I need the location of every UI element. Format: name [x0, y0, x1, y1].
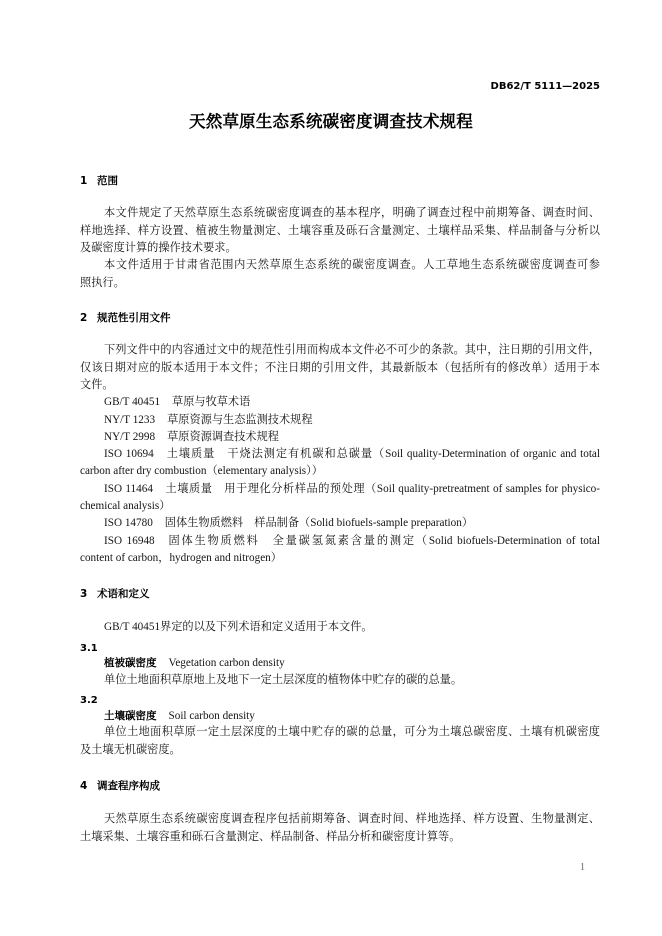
reference-item [104, 429, 600, 446]
term-number: 3.1 [80, 642, 98, 654]
reference-code: ISO 10694 [104, 448, 154, 461]
section-heading-normative-references [80, 311, 171, 326]
paragraph-line: 本文件适用于甘肃省范围内天然草原生态系统的碳密度调查。人工草地生态系统碳密度调查可参 [104, 259, 600, 272]
paragraph-line: 仅该日期对应的版本适用于本文件；不注日期的引用文件，其最新版本（包括所有的修改单）适用于本 [80, 361, 600, 374]
paragraph-line: 样地选择、样方设置、植被生物量测定、土壤容重及砾石含量测定、土壤样品采集、样品制备与分析以 [80, 224, 600, 237]
reference-title: 草原资源调查技术规程 [167, 430, 279, 443]
reference-title: 土壤质量 用于理化分析样品的预处理（Soil quality-pretreatment of samples for physico- [164, 482, 600, 495]
reference-code: NY/T 2998 [104, 430, 156, 443]
term-chinese: 植被碳密度 [104, 656, 157, 669]
reference-title-continued: content of carbon，hydrogen and nitrogen） [80, 551, 282, 564]
section-heading-survey-procedure [80, 779, 160, 794]
paragraph-line: 单位土地面积草原一定土层深度的土壤中贮存的碳的总量，可分为土壤总碳密度、土壤有机碳密度 [104, 726, 600, 739]
reference-code: ISO 11464 [104, 482, 153, 495]
term-title [104, 655, 285, 672]
section-number: 3 [80, 587, 88, 600]
reference-item [104, 481, 600, 498]
reference-code: NY/T 1233 [104, 413, 156, 426]
paragraph-line: 土壤采集、土壤容重和砾石含量测定、样品制备、样品分析和碳密度计算等。 [80, 830, 461, 843]
section-heading-terms-definitions [80, 587, 150, 602]
section-number: 4 [80, 779, 88, 792]
section-title: 调查程序构成 [97, 779, 160, 792]
reference-title: 土壤质量 干烧法测定有机碳和总碳量（Soil quality-Determination of organic and total [165, 448, 600, 461]
section-title: 术语和定义 [97, 587, 150, 600]
reference-item [104, 412, 600, 429]
paragraph-line: 下列文件中的内容通过文中的规范性引用而构成本文件必不可少的条款。其中，注日期的引用文件， [104, 344, 600, 357]
term-number: 3.2 [80, 694, 98, 706]
reference-title: 固体生物质燃料 样品制备（Solid biofuels-sample preparation） [164, 517, 474, 530]
term-english: Soil carbon density [168, 709, 255, 722]
paragraph-line: 天然草原生态系统碳密度调查程序包括前期筹备、调查时间、样地选择、样方设置、生物量测定、 [104, 813, 600, 826]
paragraph-line: 本文件规定了天然草原生态系统碳密度调查的基本程序，明确了调查过程中前期筹备、调查时间、 [104, 207, 600, 220]
normative-references-text [80, 342, 600, 567]
paragraph-line: 文件。 [80, 378, 114, 391]
survey-procedure-text [80, 811, 600, 846]
reference-code: ISO 16948 [104, 534, 155, 547]
section-number: 2 [80, 311, 88, 324]
scope-text [80, 205, 600, 291]
reference-code: GB/T 40451 [104, 396, 161, 409]
section-title: 规范性引用文件 [97, 311, 171, 324]
paragraph-line: 单位土地面积草原地上及地下一定土层深度的植物体中贮存的碳的总量。 [104, 674, 463, 687]
section-title: 范围 [97, 174, 118, 187]
document-title: 天然草原生态系统碳密度调查技术规程 [189, 112, 473, 131]
reference-item [104, 533, 600, 550]
reference-title: 固体生物质燃料 全量碳氢氮素含量的测定（Solid biofuels-Determination of total [166, 534, 601, 547]
reference-title-continued: carbon after dry combustion（elementary analysis）） [80, 465, 323, 478]
section-number: 1 [80, 174, 88, 187]
paragraph-line: 及土壤无机碳密度。 [80, 743, 181, 756]
reference-title: 草原资源与生态监测技术规程 [167, 413, 313, 426]
paragraph-line: 及碳密度计算的操作技术要求。 [80, 241, 237, 254]
paragraph-line: GB/T 40451界定的以及下列术语和定义适用于本文件。 [104, 621, 373, 634]
term-english: Vegetation carbon density [168, 656, 285, 669]
reference-item [104, 394, 600, 411]
section-heading-scope [80, 174, 118, 189]
standard-number: DB62/T 5111—2025 [490, 81, 600, 92]
term-title [104, 708, 255, 725]
reference-title-continued: chemical analysis） [80, 500, 171, 513]
term-definition [80, 672, 600, 689]
paragraph-line: 照执行。 [80, 276, 125, 289]
terms-intro [80, 619, 600, 636]
reference-code: ISO 14780 [104, 517, 153, 530]
reference-item [104, 446, 600, 463]
term-definition [80, 724, 600, 759]
reference-title: 草原与牧草术语 [172, 396, 251, 409]
term-chinese: 土壤碳密度 [104, 709, 157, 722]
page-number: 1 [580, 862, 585, 873]
reference-item [104, 515, 600, 532]
